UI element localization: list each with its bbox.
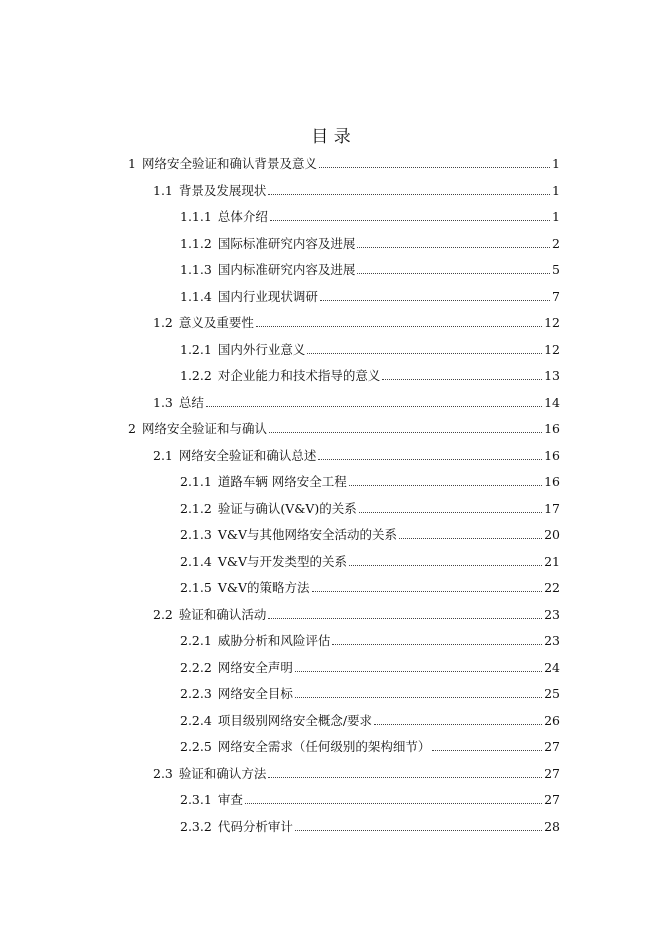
dot-leader: [270, 219, 550, 221]
dot-leader: [357, 272, 550, 274]
toc-entry-page: 23: [544, 633, 560, 648]
toc-entry[interactable]: [180, 739, 560, 755]
toc-entry-number: 1.1.1: [180, 209, 212, 224]
toc-entry-page: 20: [544, 527, 560, 542]
toc-entry[interactable]: [180, 633, 560, 649]
toc-entry-label: 网络安全验证和确认背景及意义: [141, 156, 317, 171]
dot-leader: [320, 299, 550, 301]
toc-entry-number: 2.1.4: [180, 553, 212, 569]
toc-entry-page: 17: [544, 500, 560, 516]
toc-entry[interactable]: [180, 368, 560, 384]
dot-leader: [295, 696, 542, 698]
toc-entry-label: V&V的策略方法: [217, 580, 310, 595]
dot-leader: [256, 325, 542, 327]
toc-entry-label: 总结: [178, 394, 204, 410]
toc-entry-label: 网络安全目标: [217, 686, 293, 701]
toc-entry-page: 1: [552, 182, 560, 198]
toc-entry-number: 2.3.2: [180, 818, 212, 834]
toc-entry-page: 21: [544, 553, 560, 569]
dot-leader: [319, 166, 550, 168]
toc-entry[interactable]: [180, 501, 560, 517]
toc-entry[interactable]: [180, 686, 560, 702]
toc-entry[interactable]: [180, 527, 560, 543]
toc-entry[interactable]: [153, 607, 560, 623]
toc-entry[interactable]: [128, 421, 560, 437]
toc-entry[interactable]: [180, 236, 560, 252]
toc-entry[interactable]: [180, 580, 560, 596]
toc-entry-number: 2.1.2: [180, 500, 212, 516]
toc-entry-label: 国内标准研究内容及进展: [217, 262, 356, 277]
toc-entry[interactable]: [153, 315, 560, 331]
toc-entry-page: 16: [544, 421, 560, 436]
toc-entry-label: V&V与开发类型的关系: [217, 553, 347, 569]
toc-entry-number: 2.2.4: [180, 712, 212, 728]
toc-entry-page: 16: [544, 447, 560, 463]
toc-entry[interactable]: [180, 819, 560, 835]
dot-leader: [295, 829, 542, 831]
toc-entry-label: 意义及重要性: [178, 315, 254, 330]
toc-entry-number: 2.1.3: [180, 527, 212, 542]
dot-leader: [295, 670, 542, 672]
toc-entry-number: 1.3: [153, 394, 173, 410]
dot-leader: [374, 723, 542, 725]
toc-entry[interactable]: [180, 554, 560, 570]
dot-leader: [268, 193, 550, 195]
toc-entry[interactable]: [180, 209, 560, 225]
toc-entry-number: 1.1.3: [180, 262, 212, 277]
toc-entry-number: 1.2.1: [180, 341, 212, 357]
toc-entry[interactable]: [153, 395, 560, 411]
toc-entry-number: 2.2.5: [180, 739, 212, 754]
toc-entry-number: 2.2.3: [180, 686, 212, 701]
toc-entry-number: 1.1.2: [180, 235, 212, 251]
toc-entry-label: 总体介绍: [217, 209, 268, 224]
toc-entry[interactable]: [180, 474, 560, 490]
toc-entry[interactable]: [128, 156, 560, 172]
toc-entry-label: 网络安全验证和与确认: [141, 421, 267, 436]
toc-entry-page: 1: [552, 156, 560, 171]
toc-entry-page: 1: [552, 209, 560, 224]
toc-entry-label: 道路车辆 网络安全工程: [217, 474, 347, 489]
dot-leader: [307, 352, 542, 354]
toc-entry-label: 国内外行业意义: [217, 341, 306, 357]
toc-entry-page: 12: [544, 341, 560, 357]
toc-entry[interactable]: [180, 660, 560, 676]
dot-leader: [349, 564, 542, 566]
toc-entry-number: 2.2.1: [180, 633, 212, 648]
toc-entry-label: 代码分析审计: [217, 818, 293, 834]
toc-entry-label: 网络安全验证和确认总述: [178, 447, 317, 463]
toc-entry[interactable]: [180, 262, 560, 278]
toc-entry-page: 12: [544, 315, 560, 330]
toc-entry-number: 1: [128, 156, 136, 171]
dot-leader: [206, 405, 542, 407]
toc-entry-label: V&V与其他网络安全活动的关系: [217, 527, 397, 542]
toc-entry-label: 对企业能力和技术指导的意义: [217, 368, 381, 383]
toc-entry-number: 2.2: [153, 606, 173, 622]
dot-leader: [318, 458, 542, 460]
toc-entry[interactable]: [180, 792, 560, 808]
dot-leader: [359, 511, 542, 513]
toc-entry-page: 16: [544, 474, 560, 489]
toc-entry[interactable]: [153, 448, 560, 464]
dot-leader: [432, 749, 542, 751]
toc-entry-label: 验证和确认方法: [178, 765, 267, 781]
toc-entry-number: 2.1.1: [180, 474, 212, 489]
toc-entry-number: 1.2.2: [180, 368, 212, 383]
dot-leader: [332, 643, 542, 645]
toc-entry-number: 2.3: [153, 765, 173, 781]
toc-entry[interactable]: [180, 713, 560, 729]
toc-entry-label: 网络安全声明: [217, 659, 293, 675]
toc-entry-page: 13: [544, 368, 560, 383]
dot-leader: [399, 537, 542, 539]
toc-entry-label: 验证和确认活动: [178, 606, 267, 622]
toc-entry-page: 22: [544, 580, 560, 595]
toc-entry-label: 审查: [217, 792, 243, 807]
dot-leader: [268, 776, 542, 778]
toc-entry-page: 27: [544, 739, 560, 754]
toc-entry[interactable]: [153, 183, 560, 199]
toc-entry-number: 2.1.5: [180, 580, 212, 595]
toc-entry-page: 27: [544, 765, 560, 781]
toc-entry-label: 网络安全需求（任何级别的架构细节）: [217, 739, 431, 754]
toc-entry-number: 1.2: [153, 315, 173, 330]
dot-leader: [357, 246, 550, 248]
toc-entry-number: 2.2.2: [180, 659, 212, 675]
toc-entry-page: 14: [544, 394, 560, 410]
toc-entry-label: 威胁分析和风险评估: [217, 633, 331, 648]
toc-entry-number: 2: [128, 421, 136, 436]
toc-entry-label: 国际标准研究内容及进展: [217, 235, 356, 251]
dot-leader: [349, 484, 542, 486]
toc-entry-page: 2: [552, 235, 560, 251]
toc-title: 目 录: [311, 127, 351, 147]
toc-entry-page: 23: [544, 606, 560, 622]
toc-entry-number: 1.1.4: [180, 288, 212, 304]
toc-entry-page: 5: [552, 262, 560, 277]
dot-leader: [245, 802, 542, 804]
dot-leader: [312, 590, 543, 592]
dot-leader: [382, 378, 542, 380]
toc-entry-page: 27: [544, 792, 560, 807]
toc-entry-number: 2.1: [153, 447, 173, 463]
toc-entry-page: 26: [544, 712, 560, 728]
toc-entry-label: 验证与确认(V&V)的关系: [217, 500, 357, 516]
toc-entry-number: 1.1: [153, 182, 173, 198]
toc-entry-number: 2.3.1: [180, 792, 212, 807]
toc-entry-label: 背景及发展现状: [178, 182, 267, 198]
toc-entry-label: 国内行业现状调研: [217, 288, 318, 304]
toc-entry-page: 28: [544, 818, 560, 834]
toc-entry[interactable]: [153, 766, 560, 782]
toc-entry-page: 25: [544, 686, 560, 701]
toc-entry-page: 7: [552, 288, 560, 304]
toc-entry-page: 24: [544, 659, 560, 675]
dot-leader: [269, 431, 542, 433]
dot-leader: [268, 617, 542, 619]
toc-entry-label: 项目级别网络安全概念/要求: [217, 712, 373, 728]
toc-entry[interactable]: [180, 289, 560, 305]
toc-entry[interactable]: [180, 342, 560, 358]
